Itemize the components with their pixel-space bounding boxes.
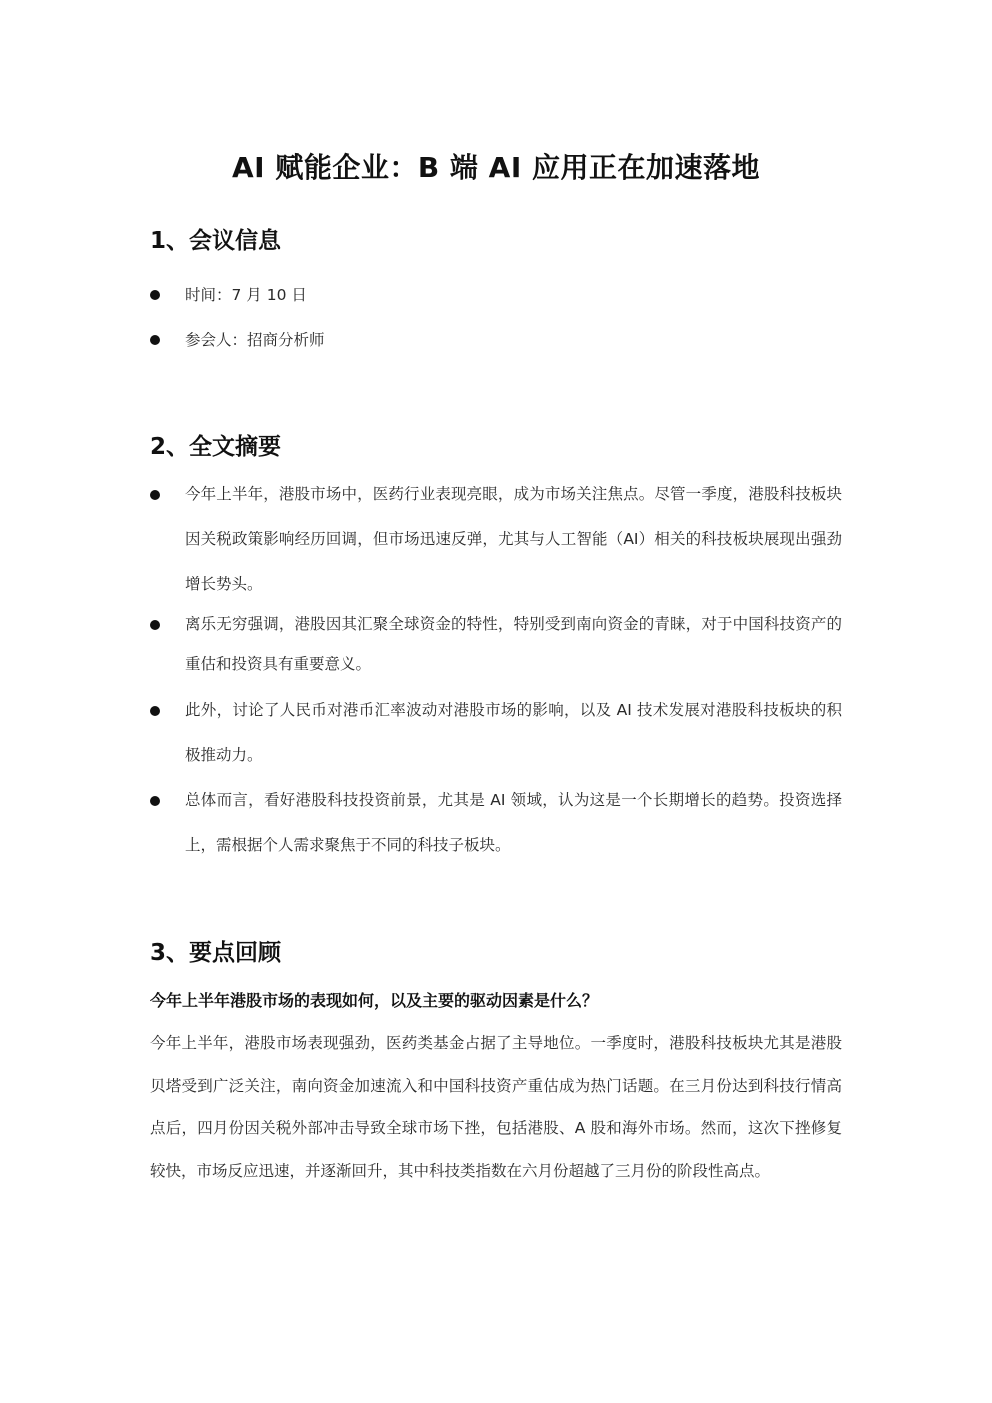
document-title: AI 赋能企业：B 端 AI 应用正在加速落地 (231, 151, 760, 184)
section-heading-key-points: 3、要点回顾 (150, 940, 282, 966)
summary-bullet-text: 总体而言，看好港股科技投资前景，尤其是 AI 领域，认为这是一个长期增长的趋势。投资选择上，需根据个人需求聚焦于不同的科技子板块。 (185, 791, 842, 854)
section-heading-summary: 2、全文摘要 (150, 434, 282, 460)
meeting-time-text: 时间：7 月 10 日 (185, 286, 307, 304)
bullet-dot-icon (150, 796, 160, 806)
bullet-dot-icon (150, 490, 160, 500)
summary-bullet-text: 今年上半年，港股市场中，医药行业表现亮眼，成为市场关注焦点。尽管一季度，港股科技板块因关税政策影响经历回调，但市场迅速反弹，尤其与人工智能（AI）相关的科技板块展现出强劲增长势头。 (185, 485, 842, 593)
bullet-dot-icon (150, 335, 160, 345)
bullet-dot-icon (150, 620, 160, 630)
summary-bullet-text: 离乐无穷强调，港股因其汇聚全球资金的特性，特别受到南向资金的青睐，对于中国科技资产的重估和投资具有重要意义。 (185, 615, 842, 673)
section-heading-meeting-info: 1、会议信息 (150, 228, 282, 254)
meeting-attendees-text: 参会人：招商分析师 (185, 331, 325, 349)
bullet-dot-icon (150, 290, 160, 300)
summary-bullet-text: 此外，讨论了人民币对港币汇率波动对港股市场的影响，以及 AI 技术发展对港股科技板块的积极推动力。 (185, 701, 842, 764)
key-point-question: 今年上半年港股市场的表现如何，以及主要的驱动因素是什么？ (150, 991, 599, 1010)
bullet-dot-icon (150, 706, 160, 716)
key-point-answer: 今年上半年，港股市场表现强劲，医药类基金占据了主导地位。一季度时，港股科技板块尤其是港股贝塔受到广泛关注，南向资金加速流入和中国科技资产重估成为热门话题。在三月份达到科技行情高点后，四月份因关税外部冲击导致全球市场下挫，包括港股、A 股和海外市场。然而，这次下挫修复较快，市场反应迅速，并逐渐回升，其中科技类指数在六月份超越了三月份的阶段性高点。 (150, 1034, 842, 1180)
